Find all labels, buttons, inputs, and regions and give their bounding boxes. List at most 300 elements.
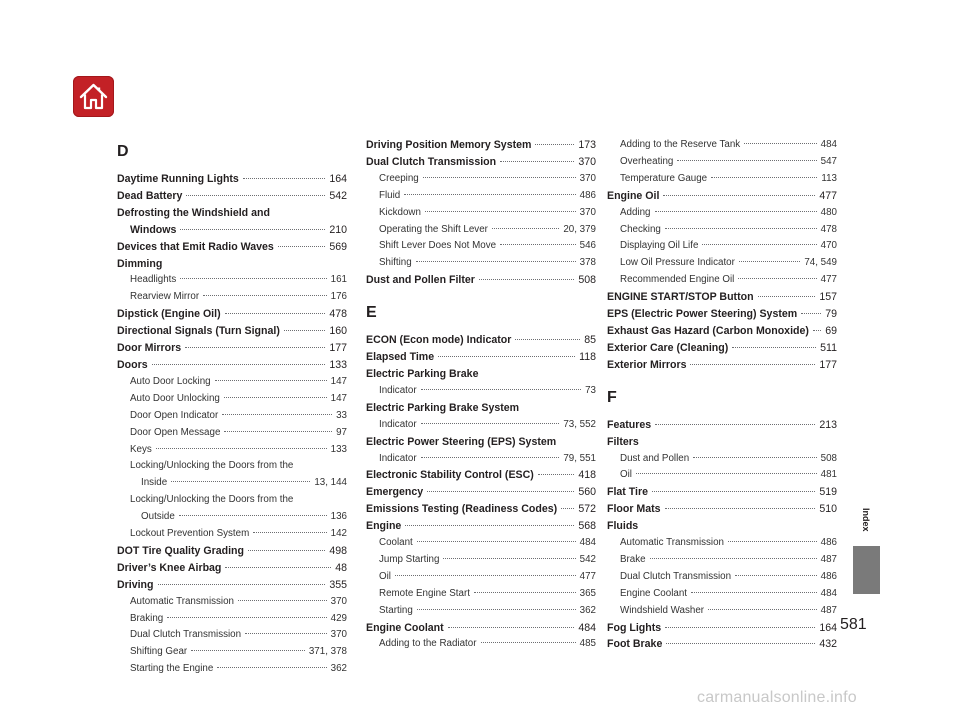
index-heading	[366, 400, 596, 417]
section-letter: D	[117, 143, 129, 160]
index-subentry[interactable]	[607, 552, 837, 569]
index-subentry[interactable]	[607, 154, 837, 171]
dot-leader	[665, 228, 817, 229]
entry-label: Electric Parking Brake System	[366, 401, 520, 414]
page-reference[interactable]: 542	[579, 553, 596, 565]
index-subentry[interactable]	[117, 425, 347, 442]
index-subentry[interactable]	[607, 272, 837, 289]
page-reference[interactable]: 477	[819, 189, 837, 202]
index-entry[interactable]	[607, 340, 837, 357]
dot-leader	[438, 356, 575, 357]
entry-label: Creeping	[379, 172, 419, 184]
page-reference[interactable]: 432	[819, 638, 837, 651]
index-subentry[interactable]	[366, 552, 596, 569]
index-subentry[interactable]	[607, 205, 837, 222]
index-heading	[366, 434, 596, 451]
entry-label: Engine	[366, 520, 402, 533]
dot-leader	[395, 575, 576, 576]
index-entry[interactable]	[366, 272, 596, 289]
entry-label: Adding to the Radiator	[379, 638, 477, 650]
dot-leader	[248, 550, 325, 551]
page-reference[interactable]: 370	[330, 629, 347, 641]
index-subentry[interactable]	[366, 205, 596, 222]
index-subentry[interactable]	[607, 137, 837, 154]
index-subentry	[117, 492, 347, 509]
entry-label: Windshield Washer	[620, 604, 705, 616]
dot-leader	[636, 473, 817, 474]
index-subentry[interactable]	[607, 603, 837, 620]
dot-leader	[448, 627, 575, 628]
entry-label: Dual Clutch Transmission	[366, 155, 497, 168]
entry-label: Low Oil Pressure Indicator	[620, 257, 735, 269]
page-reference[interactable]: 147	[330, 392, 347, 404]
page-reference[interactable]: 113	[821, 172, 837, 184]
index-side-tab[interactable]	[853, 546, 880, 594]
page-reference[interactable]: 157	[819, 291, 837, 304]
page-reference[interactable]: 48	[335, 561, 347, 574]
entry-label: Windows	[130, 223, 177, 236]
page-reference[interactable]: 13, 144	[314, 477, 347, 489]
index-entry[interactable]	[607, 323, 837, 340]
index-subentry[interactable]	[117, 661, 347, 678]
page-reference[interactable]: 560	[578, 486, 596, 499]
index-column-1	[117, 140, 347, 678]
entry-label: Starting the Engine	[130, 663, 214, 675]
index-heading	[607, 434, 837, 451]
index-subentry[interactable]	[366, 569, 596, 586]
dot-leader	[421, 457, 560, 458]
page-reference[interactable]: 572	[578, 503, 596, 516]
index-entry[interactable]	[117, 323, 347, 340]
index-entry[interactable]	[366, 332, 596, 349]
entry-label: Jump Starting	[379, 553, 440, 565]
page-reference[interactable]: 164	[329, 173, 347, 185]
entry-label: Adding	[620, 206, 651, 218]
dot-leader	[652, 491, 815, 492]
entry-label: Dipstick (Engine Oil)	[117, 308, 221, 321]
entry-label: Doors	[117, 358, 148, 371]
index-entry[interactable]	[117, 171, 347, 188]
index-subentry[interactable]	[366, 255, 596, 272]
index-heading	[117, 256, 347, 273]
entry-label: Driving	[117, 578, 154, 591]
dot-leader	[180, 278, 326, 279]
dot-leader	[735, 575, 817, 576]
dot-leader	[215, 380, 327, 381]
index-column-3	[607, 137, 837, 653]
entry-label: Shift Lever Does Not Move	[379, 240, 497, 252]
index-subentry[interactable]	[117, 408, 347, 425]
dot-leader	[515, 339, 580, 340]
index-subentry[interactable]	[366, 535, 596, 552]
entry-label: Fluid	[379, 189, 401, 201]
page-reference[interactable]: 484	[578, 621, 596, 634]
index-entry[interactable]	[366, 154, 596, 171]
page-reference[interactable]: 362	[579, 604, 596, 616]
home-icon	[77, 80, 110, 113]
entry-label: Door Open Indicator	[130, 409, 219, 421]
entry-label: Brake	[620, 553, 646, 565]
index-heading	[366, 366, 596, 383]
index-subentry	[117, 458, 347, 475]
dot-leader	[225, 567, 331, 568]
index-entry[interactable]	[117, 357, 347, 374]
index-entry[interactable]	[366, 518, 596, 535]
entry-label: Emissions Testing (Readiness Codes)	[366, 503, 558, 516]
page-reference[interactable]: 355	[329, 578, 347, 591]
page-reference[interactable]: 481	[820, 469, 837, 481]
index-entry[interactable]	[607, 636, 837, 653]
page-reference[interactable]: 133	[329, 358, 347, 371]
dot-leader	[650, 558, 817, 559]
index-subentry[interactable]	[117, 374, 347, 391]
index-subentry[interactable]	[117, 627, 347, 644]
entry-label: Lockout Prevention System	[130, 528, 250, 540]
page-reference[interactable]: 569	[329, 240, 347, 253]
page-reference[interactable]: 470	[820, 240, 837, 252]
page-reference[interactable]: 478	[329, 308, 347, 321]
dot-leader	[479, 279, 574, 280]
entry-label: Elapsed Time	[366, 351, 435, 364]
entry-label: Checking	[620, 223, 661, 235]
dot-leader	[677, 160, 816, 161]
page-reference[interactable]: 210	[329, 223, 347, 236]
page-reference[interactable]: 484	[820, 139, 837, 150]
index-entry[interactable]	[366, 501, 596, 518]
index-subentry[interactable]	[607, 535, 837, 552]
index-entry[interactable]	[607, 484, 837, 501]
index-entry[interactable]	[117, 560, 347, 577]
page-reference[interactable]: 370	[579, 206, 596, 218]
dot-leader	[425, 211, 576, 212]
index-entry[interactable]	[117, 340, 347, 357]
index-subentry[interactable]	[117, 289, 347, 306]
entry-label: Floor Mats	[607, 503, 661, 516]
page-reference[interactable]: 142	[330, 528, 347, 540]
page-reference[interactable]: 484	[579, 537, 596, 549]
page-reference[interactable]: 133	[330, 443, 347, 455]
index-entry[interactable]	[607, 188, 837, 205]
dot-leader	[663, 195, 815, 196]
dot-leader	[405, 525, 574, 526]
dot-leader	[224, 431, 332, 432]
index-subentry[interactable]	[607, 569, 837, 586]
page-reference[interactable]: 478	[820, 223, 837, 235]
watermark: carmanualsonline.info	[697, 689, 857, 706]
entry-label: Features	[607, 418, 652, 431]
entry-label: Dual Clutch Transmission	[620, 570, 732, 582]
page-reference[interactable]: 118	[579, 351, 596, 364]
page-reference[interactable]: 370	[330, 595, 347, 607]
entry-label: Fog Lights	[607, 621, 662, 634]
dot-leader	[152, 364, 326, 365]
entry-label: Electric Power Steering (EPS) System	[366, 435, 557, 448]
dot-leader	[744, 143, 816, 144]
index-subentry[interactable]	[607, 586, 837, 603]
page-reference[interactable]: 79, 551	[563, 452, 596, 464]
index-entry[interactable]	[607, 501, 837, 518]
dot-leader	[253, 532, 326, 533]
dot-leader	[167, 617, 326, 618]
entry-label: Auto Door Locking	[130, 375, 211, 387]
dot-leader	[739, 261, 800, 262]
entry-label: Headlights	[130, 274, 177, 286]
index-entry[interactable]	[117, 306, 347, 323]
dot-leader	[421, 389, 582, 390]
dot-leader	[535, 144, 574, 145]
dot-leader	[191, 650, 305, 651]
page-reference[interactable]: 510	[819, 503, 837, 516]
page-reference[interactable]: 487	[820, 553, 837, 565]
entry-label: Shifting	[379, 257, 412, 269]
page-reference[interactable]: 477	[820, 274, 837, 286]
dot-leader	[222, 414, 332, 415]
entry-label: Indicator	[379, 384, 417, 396]
entry-label: Exhaust Gas Hazard (Carbon Monoxide)	[607, 324, 809, 337]
dot-leader	[203, 295, 327, 296]
index-subentry[interactable]	[117, 442, 347, 459]
entry-label: Auto Door Unlocking	[130, 392, 220, 404]
page-reference[interactable]: 97	[336, 426, 347, 438]
index-subentry[interactable]	[117, 644, 347, 661]
dot-leader	[421, 423, 560, 424]
dot-leader	[443, 558, 575, 559]
index-subentry[interactable]	[366, 636, 596, 653]
dot-leader	[801, 313, 821, 314]
index-subentry[interactable]	[366, 417, 596, 434]
dot-leader	[416, 261, 576, 262]
dot-leader	[500, 161, 574, 162]
home-button[interactable]	[73, 76, 114, 117]
page-reference[interactable]: 370	[579, 172, 596, 184]
dot-leader	[711, 177, 817, 178]
index-entry[interactable]	[607, 417, 837, 434]
dot-leader	[417, 541, 576, 542]
entry-label: Flat Tire	[607, 486, 649, 499]
index-subentry[interactable]	[117, 475, 347, 492]
page-reference[interactable]: 79	[825, 308, 837, 321]
dot-leader	[284, 330, 325, 331]
entry-label: Adding to the Reserve Tank	[620, 139, 741, 150]
page-reference[interactable]: 73, 552	[563, 418, 596, 430]
entry-label: Temperature Gauge	[620, 172, 708, 184]
entry-label: Exterior Mirrors	[607, 358, 687, 371]
dot-leader	[158, 584, 326, 585]
dot-leader	[156, 448, 327, 449]
page-reference[interactable]: 378	[579, 257, 596, 269]
page-reference[interactable]: 508	[578, 274, 596, 287]
page-reference[interactable]: 480	[820, 206, 837, 218]
entry-label: Remote Engine Start	[379, 587, 470, 599]
entry-label: Rearview Mirror	[130, 291, 200, 303]
index-subentry[interactable]	[366, 171, 596, 188]
dot-leader	[243, 178, 325, 179]
index-entry[interactable]	[607, 357, 837, 374]
entry-label: Oil	[379, 570, 391, 582]
entry-label: Kickdown	[379, 206, 421, 218]
index-subentry[interactable]	[117, 594, 347, 611]
dot-leader	[666, 643, 815, 644]
index-subentry[interactable]	[366, 222, 596, 239]
index-entry[interactable]	[366, 349, 596, 366]
entry-label: Oil	[620, 469, 632, 481]
page-reference[interactable]: 511	[820, 341, 837, 354]
page-reference[interactable]: 365	[579, 587, 596, 599]
dot-leader	[738, 278, 816, 279]
entry-label: Inside	[141, 477, 168, 489]
page-reference[interactable]: 177	[819, 358, 837, 371]
dot-leader	[665, 508, 816, 509]
index-entry[interactable]	[117, 543, 347, 560]
index-subentry[interactable]	[366, 586, 596, 603]
index-entry[interactable]	[607, 306, 837, 323]
page-reference[interactable]: 371, 378	[308, 646, 347, 658]
index-entry[interactable]	[607, 289, 837, 306]
entry-label: Driving Position Memory System	[366, 139, 532, 151]
page-reference[interactable]: 485	[579, 638, 596, 650]
index-subentry[interactable]	[366, 383, 596, 400]
page-reference[interactable]: 147	[330, 375, 347, 387]
section-letter: F	[607, 388, 617, 406]
entry-label: Starting	[379, 604, 413, 616]
index-entry[interactable]	[366, 467, 596, 484]
page-reference[interactable]: 69	[825, 324, 837, 337]
page-reference[interactable]: 177	[329, 342, 347, 355]
page-reference[interactable]: 213	[819, 418, 837, 431]
index-subentry[interactable]	[366, 451, 596, 468]
dot-leader	[708, 609, 817, 610]
page-reference[interactable]: 370	[578, 155, 596, 168]
dot-leader	[655, 211, 817, 212]
page-reference[interactable]: 498	[329, 544, 347, 557]
entry-label: Foot Brake	[607, 638, 663, 651]
entry-label: Filters	[607, 435, 639, 448]
page-reference[interactable]: 160	[329, 325, 347, 338]
page-reference[interactable]: 20, 379	[563, 223, 596, 235]
index-subentry[interactable]	[366, 238, 596, 255]
page-reference[interactable]: 74, 549	[804, 257, 837, 269]
index-subentry[interactable]	[366, 603, 596, 620]
dot-leader	[538, 474, 575, 475]
entry-label: Outside	[141, 511, 175, 523]
page-reference[interactable]: 173	[578, 139, 596, 151]
index-entry[interactable]	[366, 484, 596, 501]
page-reference[interactable]: 362	[330, 663, 347, 675]
entry-label: Dimming	[117, 257, 163, 270]
entry-label: Door Open Message	[130, 426, 221, 438]
entry-label: Emergency	[366, 486, 424, 499]
entry-label: Locking/Unlocking the Doors from the	[130, 460, 294, 472]
entry-label: Recommended Engine Oil	[620, 274, 735, 286]
page-reference[interactable]: 164	[819, 621, 837, 634]
index-subentry[interactable]	[117, 526, 347, 543]
page-reference[interactable]: 429	[330, 612, 347, 624]
dot-leader	[732, 347, 816, 348]
index-subentry[interactable]	[117, 272, 347, 289]
page-number: 581	[840, 616, 867, 633]
entry-label: Braking	[130, 612, 164, 624]
dot-leader	[185, 347, 325, 348]
page-reference[interactable]: 486	[820, 570, 837, 582]
dot-leader	[481, 642, 576, 643]
dot-leader	[278, 246, 326, 247]
dot-leader	[500, 244, 576, 245]
page-reference[interactable]: 542	[329, 189, 347, 202]
page-reference[interactable]: 487	[820, 604, 837, 616]
page-reference[interactable]: 486	[820, 537, 837, 549]
entry-label: Indicator	[379, 452, 417, 464]
entry-label: EPS (Electric Power Steering) System	[607, 308, 798, 321]
page-reference[interactable]: 477	[579, 570, 596, 582]
dot-leader	[427, 491, 574, 492]
entry-label: Door Mirrors	[117, 342, 182, 355]
index-subentry[interactable]	[607, 171, 837, 188]
page-reference[interactable]: 418	[578, 469, 596, 482]
index-subentry[interactable]	[607, 451, 837, 468]
entry-label: Dust and Pollen Filter	[366, 274, 475, 287]
index-subentry[interactable]	[117, 391, 347, 408]
entry-label: ENGINE START/STOP Button	[607, 291, 754, 304]
page-reference[interactable]: 161	[330, 274, 347, 286]
entry-label: Coolant	[379, 537, 413, 549]
page-reference[interactable]: 547	[820, 155, 837, 167]
page-reference[interactable]: 546	[579, 240, 596, 252]
entry-label: Engine Coolant	[366, 621, 444, 634]
entry-label: Shifting Gear	[130, 646, 188, 658]
page-reference[interactable]: 73	[585, 384, 596, 396]
index-subentry[interactable]	[607, 238, 837, 255]
page-reference[interactable]: 519	[819, 486, 837, 499]
dot-leader	[179, 515, 327, 516]
index-entry[interactable]	[607, 620, 837, 637]
index-entry[interactable]	[117, 577, 347, 594]
entry-label: Keys	[130, 443, 152, 455]
index-subentry[interactable]	[607, 467, 837, 484]
index-subentry[interactable]	[366, 188, 596, 205]
page-reference[interactable]: 508	[820, 452, 837, 464]
index-subentry[interactable]	[607, 255, 837, 272]
index-subentry[interactable]	[117, 509, 347, 526]
page-reference[interactable]: 85	[584, 334, 596, 347]
index-entry[interactable]	[117, 222, 347, 239]
entry-label: DOT Tire Quality Grading	[117, 544, 244, 557]
section-letter: E	[366, 304, 377, 322]
page-reference[interactable]: 33	[336, 409, 347, 421]
entry-label: Engine Oil	[607, 189, 660, 202]
index-subentry[interactable]	[607, 222, 837, 239]
dot-leader	[417, 609, 576, 610]
page-reference[interactable]: 568	[578, 520, 596, 533]
index-entry[interactable]	[366, 137, 596, 154]
side-tab-label: Index	[861, 508, 871, 532]
dot-leader	[245, 633, 327, 634]
entry-label: Daytime Running Lights	[117, 173, 239, 185]
page-reference[interactable]: 484	[820, 587, 837, 599]
index-entry[interactable]	[366, 620, 596, 637]
entry-label: Overheating	[620, 155, 674, 167]
index-entry[interactable]	[117, 239, 347, 256]
dot-leader	[171, 481, 310, 482]
index-entry[interactable]	[117, 188, 347, 205]
entry-label: Electric Parking Brake	[366, 367, 479, 380]
dot-leader	[813, 330, 821, 331]
entry-label: Devices that Emit Radio Waves	[117, 240, 274, 253]
page-reference[interactable]: 176	[330, 291, 347, 303]
index-subentry[interactable]	[117, 611, 347, 628]
page-reference[interactable]: 136	[330, 511, 347, 523]
page-reference[interactable]: 486	[579, 189, 596, 201]
entry-label: Indicator	[379, 418, 417, 430]
